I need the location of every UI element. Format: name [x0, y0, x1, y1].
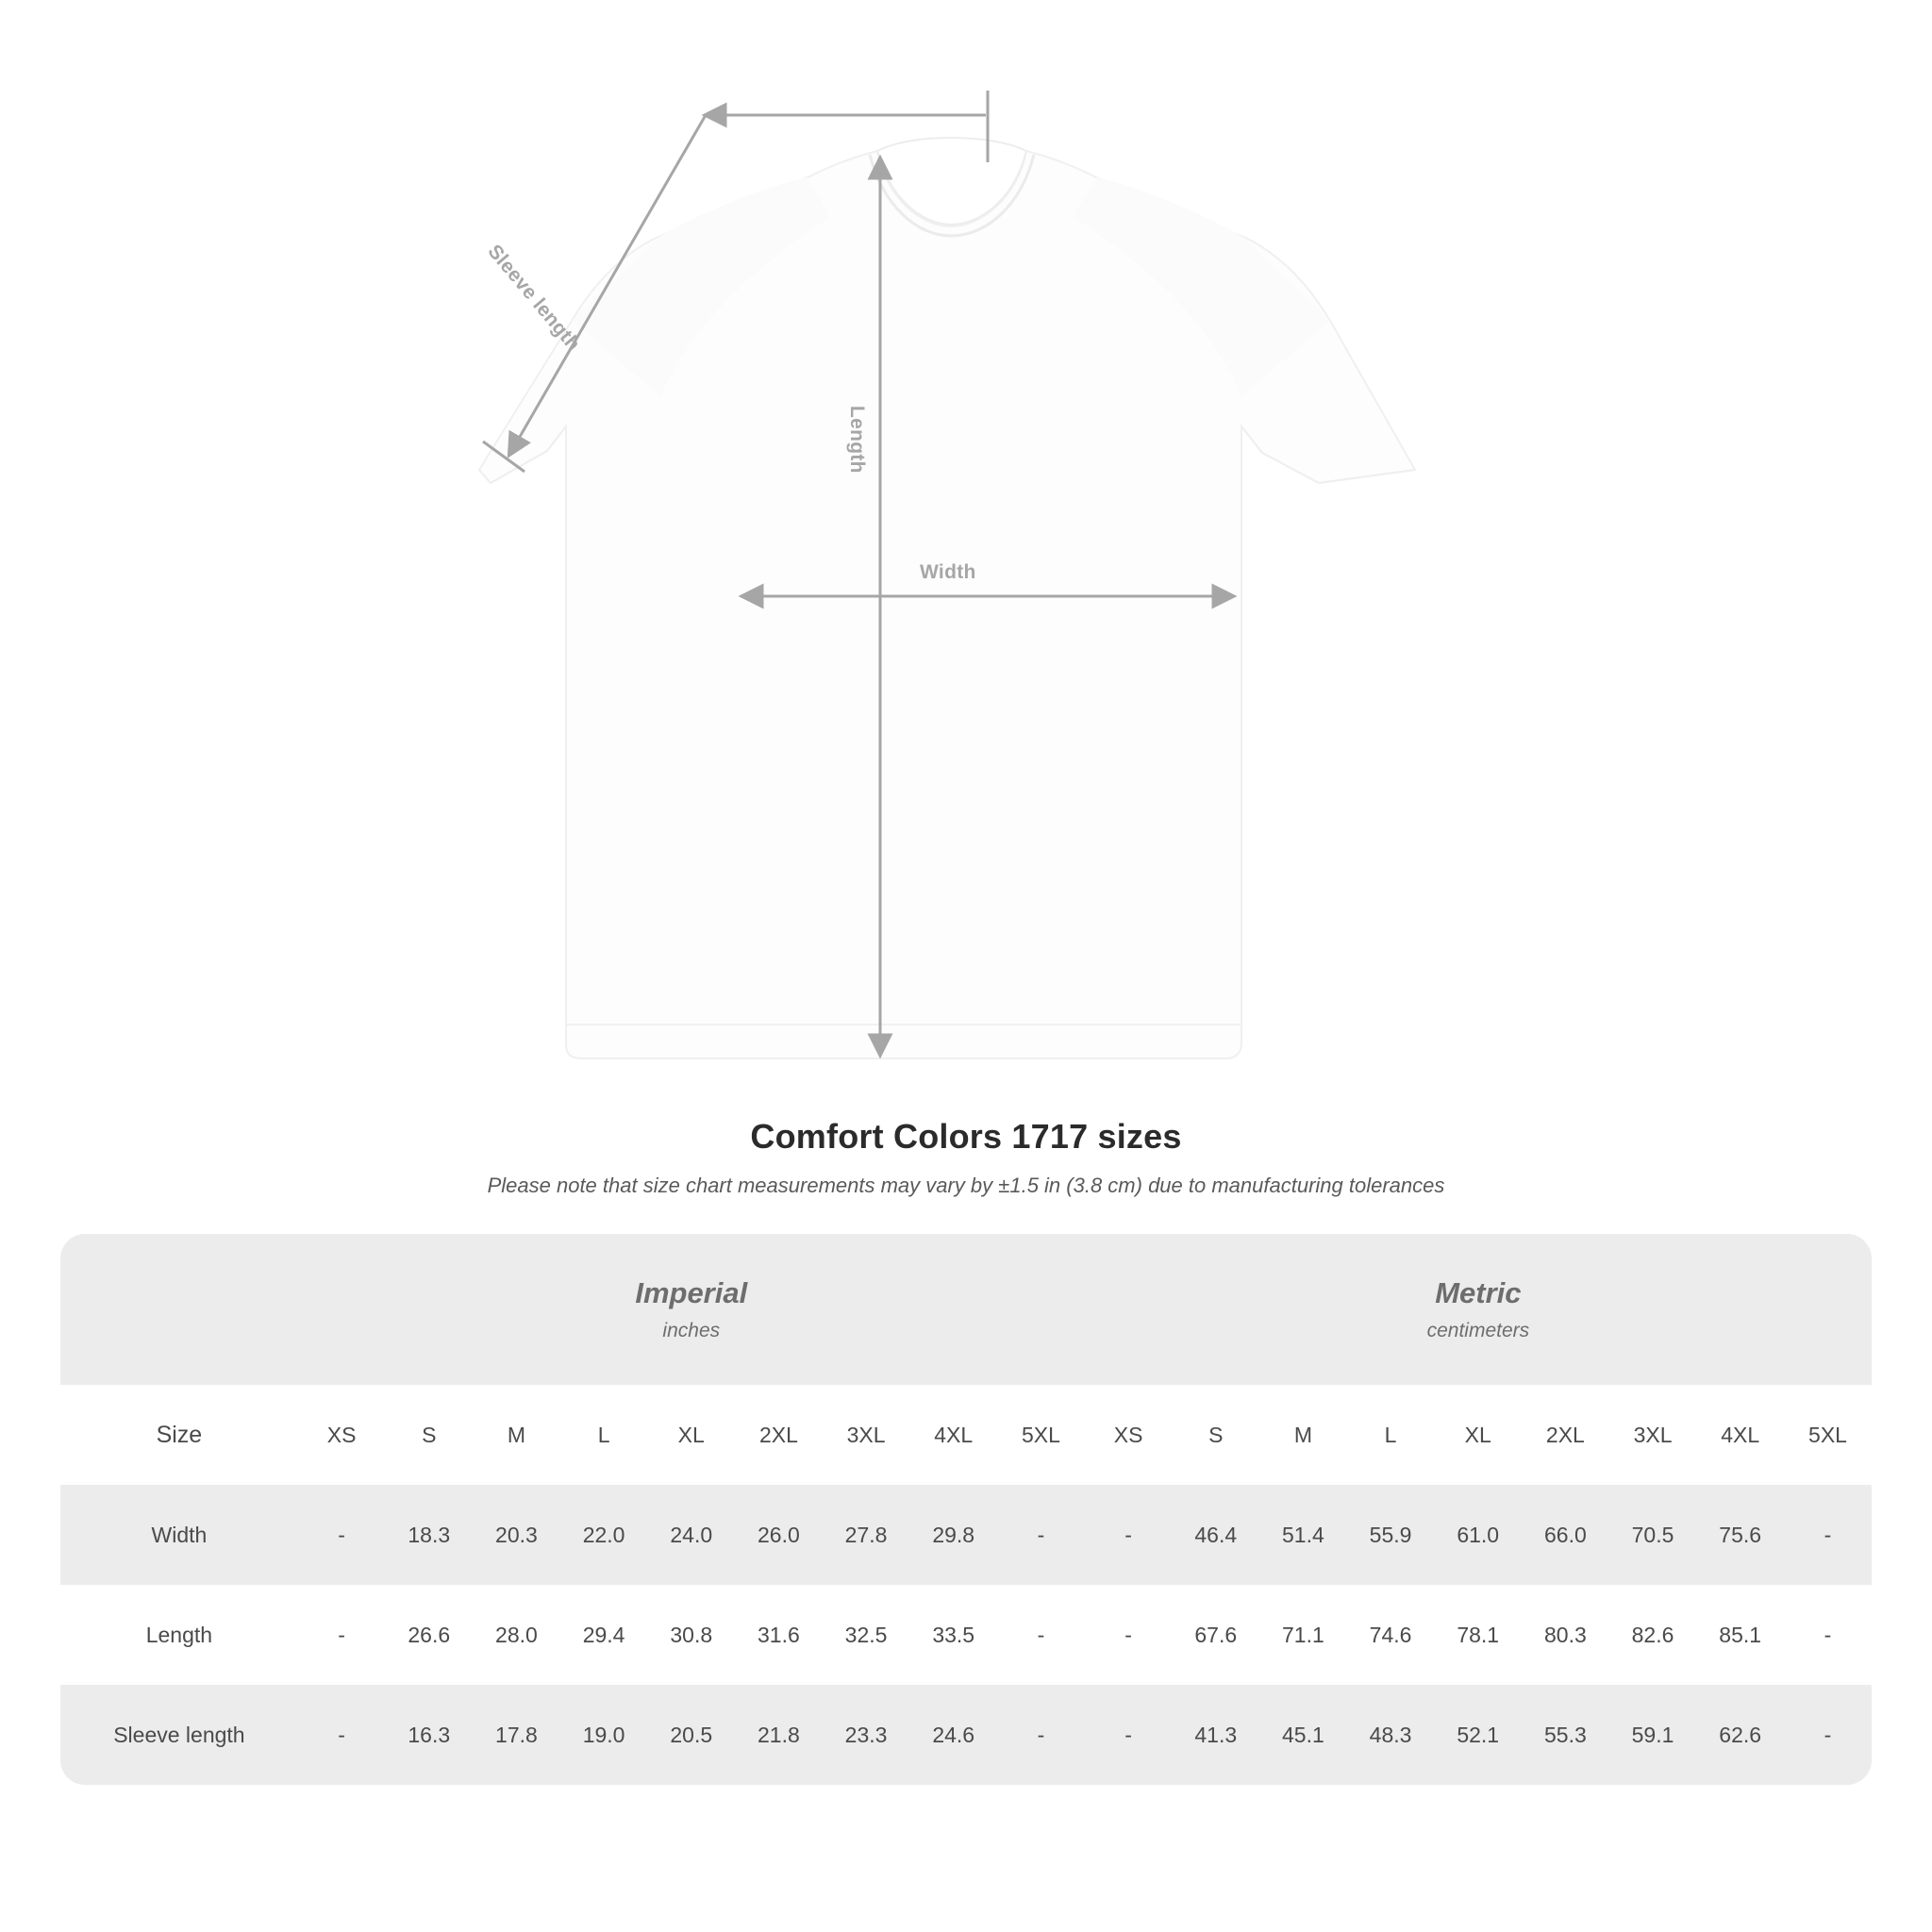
- length-metric-3xl: 82.6: [1609, 1585, 1697, 1685]
- sleeve-imperial-l: 19.0: [560, 1685, 648, 1785]
- sleeve-metric-2xl: 55.3: [1522, 1685, 1609, 1785]
- size-header-imperial-3xl: 3XL: [823, 1385, 910, 1485]
- row-label-width: Width: [60, 1485, 298, 1585]
- table-row: [60, 1485, 1872, 1585]
- size-header-imperial-xs: XS: [298, 1385, 386, 1485]
- length-imperial-l: 29.4: [560, 1585, 648, 1685]
- length-imperial-4xl: 33.5: [909, 1585, 997, 1685]
- size-header-imperial-2xl: 2XL: [735, 1385, 823, 1485]
- size-header-imperial-xl: XL: [647, 1385, 735, 1485]
- length-imperial-xl: 30.8: [647, 1585, 735, 1685]
- size-header-imperial-m: M: [473, 1385, 560, 1485]
- length-metric-m: 71.1: [1259, 1585, 1347, 1685]
- width-imperial-5xl: -: [997, 1485, 1085, 1585]
- sleeve-imperial-xl: 20.5: [647, 1685, 735, 1785]
- length-metric-4xl: 85.1: [1696, 1585, 1784, 1685]
- width-metric-m: 51.4: [1259, 1485, 1347, 1585]
- sleeve-imperial-2xl: 21.8: [735, 1685, 823, 1785]
- size-header-row: [60, 1385, 1872, 1485]
- page-title: Comfort Colors 1717 sizes: [750, 1117, 1182, 1156]
- sleeve-metric-l: 48.3: [1347, 1685, 1435, 1785]
- width-label: Width: [920, 561, 976, 583]
- length-imperial-3xl: 32.5: [823, 1585, 910, 1685]
- sleeve-imperial-m: 17.8: [473, 1685, 560, 1785]
- width-metric-5xl: -: [1784, 1485, 1872, 1585]
- width-imperial-m: 20.3: [473, 1485, 560, 1585]
- unit-imperial-cell: [298, 1234, 1085, 1385]
- sleeve-imperial-4xl: 24.6: [909, 1685, 997, 1785]
- sleeve-imperial-s: 16.3: [385, 1685, 473, 1785]
- length-metric-xl: 78.1: [1434, 1585, 1522, 1685]
- sleeve-metric-xl: 52.1: [1434, 1685, 1522, 1785]
- unit-spacer-cell: [60, 1234, 298, 1385]
- width-metric-s: 46.4: [1172, 1485, 1259, 1585]
- unit-imperial-name: Imperial: [635, 1276, 748, 1309]
- length-label: Length: [846, 406, 868, 474]
- width-imperial-l: 22.0: [560, 1485, 648, 1585]
- row-label-length: Length: [60, 1585, 298, 1685]
- length-imperial-5xl: -: [997, 1585, 1085, 1685]
- row-label-sleeve-length: Sleeve length: [60, 1685, 298, 1785]
- width-imperial-xl: 24.0: [647, 1485, 735, 1585]
- sleeve-metric-m: 45.1: [1259, 1685, 1347, 1785]
- unit-metric-sub: centimeters: [1426, 1320, 1530, 1341]
- size-header-metric-l: L: [1347, 1385, 1435, 1485]
- size-header-imperial-5xl: 5XL: [997, 1385, 1085, 1485]
- width-imperial-4xl: 29.8: [909, 1485, 997, 1585]
- sleeve-imperial-5xl: -: [997, 1685, 1085, 1785]
- width-imperial-3xl: 27.8: [823, 1485, 910, 1585]
- length-imperial-2xl: 31.6: [735, 1585, 823, 1685]
- tshirt-shape: [479, 138, 1415, 1058]
- size-header-metric-xl: XL: [1434, 1385, 1522, 1485]
- length-metric-s: 67.6: [1172, 1585, 1259, 1685]
- size-header-metric-2xl: 2XL: [1522, 1385, 1609, 1485]
- width-imperial-2xl: 26.0: [735, 1485, 823, 1585]
- length-imperial-s: 26.6: [385, 1585, 473, 1685]
- unit-metric-name: Metric: [1435, 1276, 1522, 1309]
- size-header-metric-5xl: 5XL: [1784, 1385, 1872, 1485]
- size-header-label: Size: [60, 1385, 298, 1485]
- width-metric-2xl: 66.0: [1522, 1485, 1609, 1585]
- size-table-wrapper: [60, 1234, 1872, 1785]
- unit-metric-cell: [1085, 1234, 1872, 1385]
- width-metric-l: 55.9: [1347, 1485, 1435, 1585]
- size-header-imperial-s: S: [385, 1385, 473, 1485]
- unit-header-row: [60, 1234, 1872, 1385]
- size-header-metric-m: M: [1259, 1385, 1347, 1485]
- width-imperial-s: 18.3: [385, 1485, 473, 1585]
- size-header-metric-xs: XS: [1085, 1385, 1173, 1485]
- table-row: [60, 1685, 1872, 1785]
- size-header-imperial-l: L: [560, 1385, 648, 1485]
- size-header-metric-s: S: [1172, 1385, 1259, 1485]
- sleeve-imperial-3xl: 23.3: [823, 1685, 910, 1785]
- width-metric-4xl: 75.6: [1696, 1485, 1784, 1585]
- sleeve-metric-4xl: 62.6: [1696, 1685, 1784, 1785]
- width-imperial-xs: -: [298, 1485, 386, 1585]
- length-metric-l: 74.6: [1347, 1585, 1435, 1685]
- width-metric-3xl: 70.5: [1609, 1485, 1697, 1585]
- sleeve-length-label: Sleeve length: [483, 241, 585, 356]
- length-metric-2xl: 80.3: [1522, 1585, 1609, 1685]
- table-row: [60, 1585, 1872, 1685]
- length-metric-5xl: -: [1784, 1585, 1872, 1685]
- size-table: [60, 1234, 1872, 1785]
- tolerance-note: Please note that size chart measurements may vary by ±1.5 in (3.8 cm) due to manufacturing tolerances: [487, 1174, 1445, 1197]
- sleeve-metric-s: 41.3: [1172, 1685, 1259, 1785]
- length-metric-xs: -: [1085, 1585, 1173, 1685]
- sleeve-metric-xs: -: [1085, 1685, 1173, 1785]
- sleeve-metric-3xl: 59.1: [1609, 1685, 1697, 1785]
- sleeve-imperial-xs: -: [298, 1685, 386, 1785]
- unit-imperial-sub: inches: [662, 1320, 721, 1341]
- sleeve-metric-5xl: -: [1784, 1685, 1872, 1785]
- width-metric-xs: -: [1085, 1485, 1173, 1585]
- size-header-metric-4xl: 4XL: [1696, 1385, 1784, 1485]
- size-header-imperial-4xl: 4XL: [909, 1385, 997, 1485]
- width-metric-xl: 61.0: [1434, 1485, 1522, 1585]
- length-imperial-m: 28.0: [473, 1585, 560, 1685]
- chart-heading-block: [0, 1117, 1932, 1198]
- length-imperial-xs: -: [298, 1585, 386, 1685]
- size-header-metric-3xl: 3XL: [1609, 1385, 1697, 1485]
